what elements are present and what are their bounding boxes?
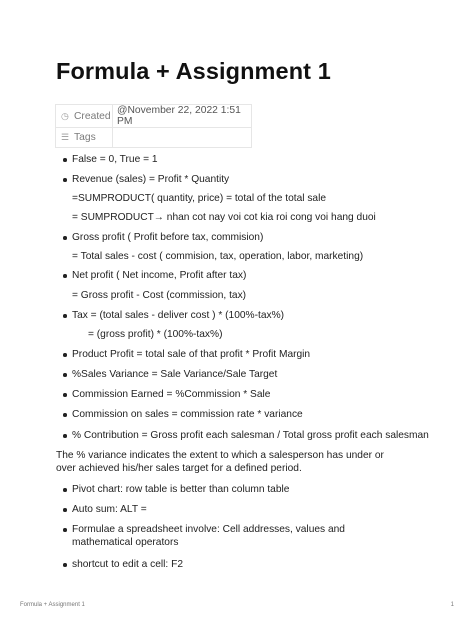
list-item: Net profit ( Net income, Profit after tax) <box>72 270 247 281</box>
list-item: Product Profit = total sale of that profit * Profit Margin <box>72 349 311 360</box>
list-item: False = 0, True = 1 <box>72 154 158 165</box>
list-item: %Sales Variance = Sale Variance/Sale Target <box>72 369 278 380</box>
created-value: @November 22, 2022 1:51 PM <box>113 105 252 128</box>
list-item: Auto sum: ALT = <box>72 504 147 515</box>
created-label: Created <box>74 110 111 122</box>
list-item: % Contribution = Gross profit each salesman / Total gross profit each salesman <box>72 430 429 441</box>
list-item-detail: = SUMPRODUCT→ nhan cot nay voi cot kia roi cong voi hang duoi <box>72 212 376 223</box>
list-item-detail: = Gross profit - Cost (commission, tax) <box>72 290 247 301</box>
list-icon: ☰ <box>61 132 70 142</box>
footer-title: Formula + Assignment 1 <box>20 602 85 608</box>
list-item: Gross profit ( Profit before tax, commision) <box>72 232 264 243</box>
list-item: shortcut to edit a cell: F2 <box>72 559 183 570</box>
paragraph: The % variance indicates the extent to which a salesperson has under or over achieved his/her sales target for a defined period. <box>56 450 384 474</box>
tags-label: Tags <box>74 132 96 143</box>
page-number: 1 <box>450 602 454 608</box>
clock-icon: ◷ <box>61 110 69 121</box>
list-item: Commission on sales = commission rate * variance <box>72 409 303 420</box>
list-item: Formulae a spreadsheet involve: Cell addresses, values and mathematical operators <box>72 523 402 549</box>
page-title: Formula + Assignment 1 <box>56 58 331 84</box>
list-item-detail: = (gross profit) * (100%-tax%) <box>88 329 223 340</box>
list-item: Tax = (total sales - deliver cost ) * (100%-tax%) <box>72 310 285 321</box>
list-item: Pivot chart: row table is better than column table <box>72 484 290 495</box>
list-item-detail: = Total sales - cost ( commision, tax, operation, labor, marketing) <box>72 251 364 262</box>
list-item: Commission Earned = %Commission * Sale <box>72 389 271 400</box>
list-item: Revenue (sales) = Profit * Quantity <box>72 174 230 185</box>
list-item-detail: =SUMPRODUCT( quantity, price) = total of the total sale <box>72 193 327 204</box>
